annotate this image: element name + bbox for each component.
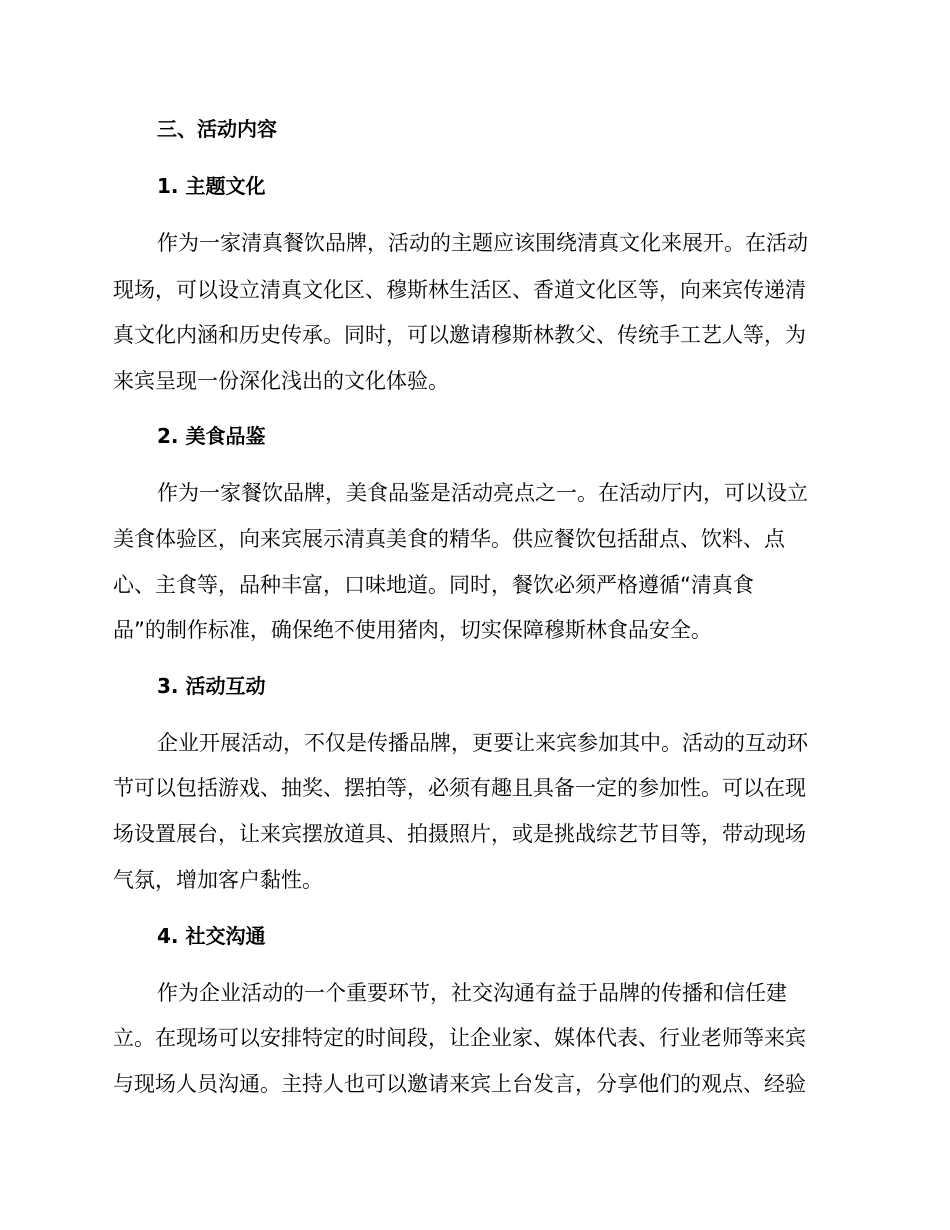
subsection-heading-3: 3. 活动互动 bbox=[157, 674, 266, 698]
paragraph-1-line-1: 作为一家清真餐饮品牌，活动的主题应该围绕清真文化来展开。在活动 bbox=[157, 231, 808, 255]
paragraph-3-line-2: 节可以包括游戏、抽奖、摆拍等，必须有趣且具备一定的参加性。可以在现 bbox=[113, 776, 806, 800]
subsection-heading-2: 2. 美食品鉴 bbox=[157, 424, 266, 448]
paragraph-2-line-3: 心、主食等，品种丰富，口味地道。同时，餐饮必须严格遵循“清真食 bbox=[113, 573, 754, 597]
paragraph-2-line-2: 美食体验区，向来宾展示清真美食的精华。供应餐饮包括甜点、饮料、点 bbox=[113, 527, 785, 551]
paragraph-3-line-1: 企业开展活动，不仅是传播品牌，更要让来宾参加其中。活动的互动环 bbox=[157, 731, 808, 755]
paragraph-1-line-3: 真文化内涵和历史传承。同时，可以邀请穆斯林教父、传统手工艺人等，为 bbox=[113, 323, 806, 347]
paragraph-4-line-3: 与现场人员沟通。主持人也可以邀请来宾上台发言，分享他们的观点、经验 bbox=[113, 1072, 806, 1096]
subsection-heading-4: 4. 社交沟通 bbox=[157, 924, 266, 948]
section-title: 三、活动内容 bbox=[157, 117, 277, 141]
subsection-heading-1: 1. 主题文化 bbox=[157, 174, 266, 198]
paragraph-1-line-4: 来宾呈现一份深化浅出的文化体验。 bbox=[113, 369, 449, 393]
paragraph-3-line-3: 场设置展台，让来宾摆放道具、拍摄照片，或是挑战综艺节目等，带动现场 bbox=[113, 822, 806, 846]
paragraph-2-line-1: 作为一家餐饮品牌，美食品鉴是活动亮点之一。在活动厅内，可以设立 bbox=[157, 481, 808, 505]
paragraph-1-line-2: 现场，可以设立清真文化区、穆斯林生活区、香道文化区等，向来宾传递清 bbox=[113, 278, 806, 302]
paragraph-3-line-4: 气氛，增加客户黏性。 bbox=[113, 868, 323, 892]
paragraph-4-line-1: 作为企业活动的一个重要环节，社交沟通有益于品牌的传播和信任建 bbox=[157, 981, 787, 1005]
paragraph-4-line-2: 立。在现场可以安排特定的时间段，让企业家、媒体代表、行业老师等来宾 bbox=[113, 1026, 806, 1050]
paragraph-2-line-4: 品”的制作标准，确保绝不使用猪肉，切实保障穆斯林食品安全。 bbox=[113, 618, 712, 642]
